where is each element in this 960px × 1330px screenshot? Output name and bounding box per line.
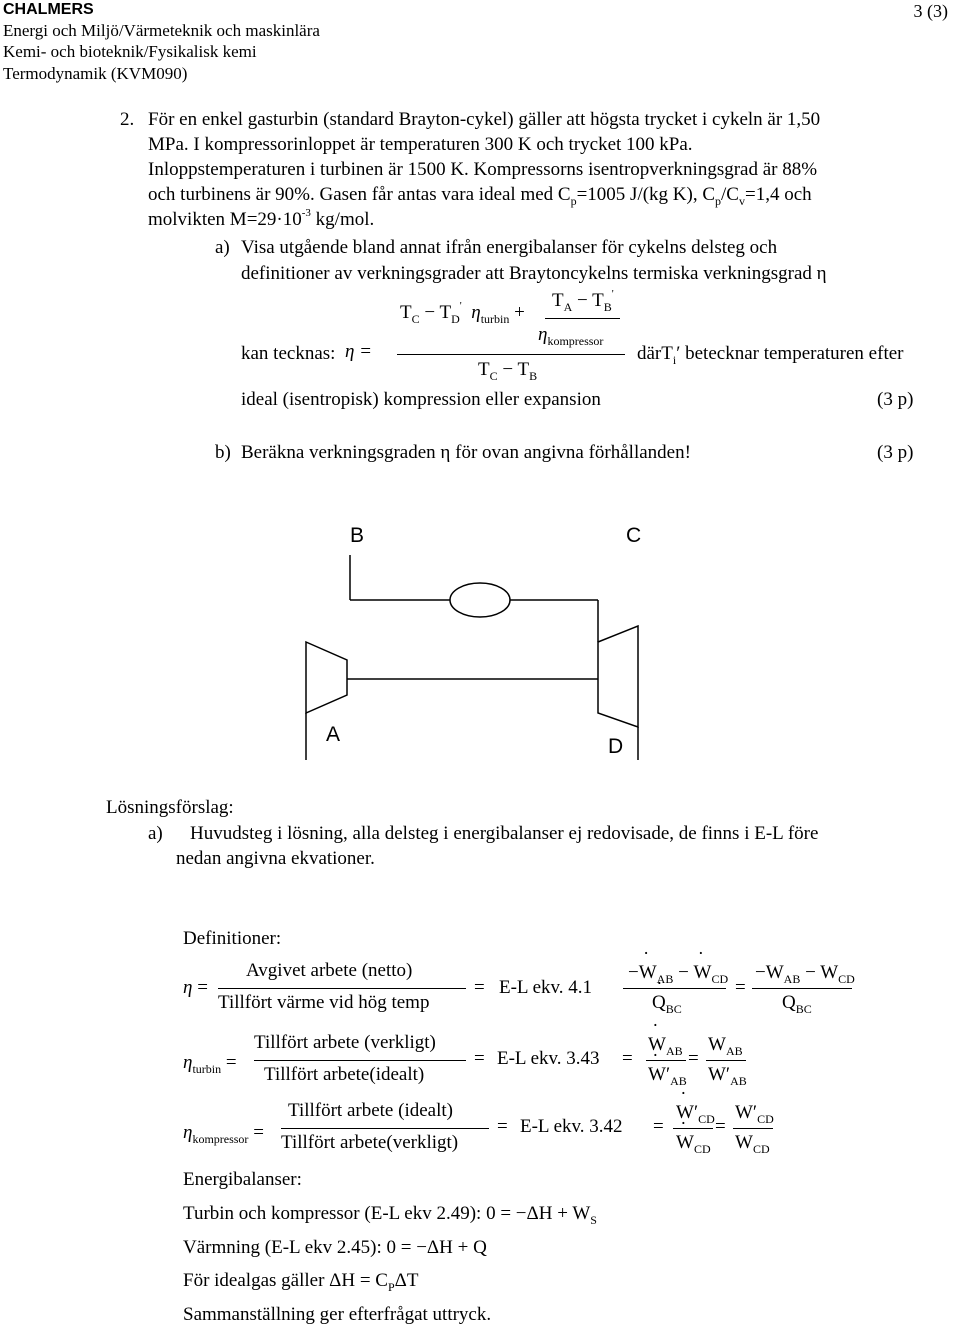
- sub-department: Kemi- och bioteknik/Fysikalisk kemi: [3, 42, 257, 61]
- komp-eq-3: =: [715, 1116, 726, 1137]
- formula-num-left: $T_C - T_D'$ $\eta_{turbin}$ +: [400, 300, 525, 326]
- part-a-label: a): [215, 237, 230, 258]
- label-d: D: [608, 735, 624, 758]
- eta-symbol: η =: [183, 977, 208, 998]
- part-a-points: (3 p): [877, 389, 914, 410]
- part-a-line-2: definitioner av verkningsgrader att Braytoncykelns termiska verkningsgrad η: [241, 263, 827, 284]
- turbin-den: Tillfört arbete(idealt): [264, 1064, 425, 1085]
- komp-den: Tillfört arbete(verkligt): [281, 1132, 459, 1153]
- komp-w2-den: $W_{CD}$: [735, 1132, 770, 1156]
- komp-eq: =: [497, 1116, 508, 1137]
- komp-eq-2: =: [653, 1116, 664, 1137]
- formula-small-num: $T_A - T_B'$: [552, 288, 614, 314]
- eta-eq-2: =: [735, 977, 746, 998]
- eta-w-den: $Q_{BC}$: [782, 992, 812, 1016]
- solution-title: Lösningsförslag:: [106, 797, 234, 818]
- label-a: A: [326, 723, 341, 746]
- problem-line-4: och turbinens är 90%. Gasen får antas vara ideal med $C_p=1005$ J/(kg K), $C_p/C_v=1,4$ och: [148, 184, 812, 208]
- komp-w-num: ˙ $W'_{CD}$: [676, 1102, 715, 1124]
- turbin-w2-den: $W'_{AB}$: [708, 1064, 747, 1088]
- turbin-num: Tillfört arbete (verkligt): [254, 1032, 436, 1053]
- komp-w2-num: $W'_{CD}$: [735, 1102, 774, 1126]
- turbin-eq-2: =: [622, 1048, 633, 1069]
- formula-small-den: $\eta_{kompressor}$: [538, 324, 604, 348]
- varm-balance: Värmning (E-L ekv 2.45): 0 = −ΔH + Q: [183, 1237, 487, 1258]
- energy-heading: Energibalanser:: [183, 1169, 302, 1190]
- definitions-heading: Definitioner:: [183, 928, 282, 949]
- dar-text: därT$_i$′ betecknar temperaturen efter: [637, 343, 904, 367]
- formula-eta: η =: [345, 341, 372, 362]
- problem-line-5: molvikten $M=29\cdot 10^{-3}$ kg/mol.: [148, 207, 375, 230]
- komp-num: Tillfört arbete (idealt): [288, 1100, 453, 1121]
- part-b-points: (3 p): [877, 442, 914, 463]
- eta-work-num: −˙ $W_{AB}$ − ˙ $W_{CD}$: [628, 962, 728, 984]
- turbin-w-num: ˙ $W_{AB}$: [648, 1034, 683, 1056]
- komp-ref: E-L ekv. 3.42: [520, 1116, 623, 1137]
- problem-line-2: MPa. I kompressorinloppet är temperaturen 300 K och trycket 100 kPa.: [148, 134, 693, 155]
- eta-kompressor-symbol: $\eta_{kompressor}$ =: [183, 1122, 264, 1146]
- solution-a-line-1: Huvudsteg i lösning, alla delsteg i energibalanser ej redovisade, de finns i E-L före: [190, 823, 819, 844]
- solution-a-line-2: nedan angivna ekvationer.: [176, 848, 375, 869]
- formula-den: $T_C - T_B$: [478, 359, 538, 383]
- solution-a-label: a): [148, 823, 163, 844]
- problem-line-3: Inloppstemperaturen i turbinen är 1500 K. Kompressorns isentropverkningsgrad är 88%: [148, 159, 818, 180]
- komp-w-den: ˙ $W_{CD}$: [676, 1132, 711, 1154]
- label-c: C: [626, 524, 642, 547]
- course-name: Termodynamik (KVM090): [3, 64, 188, 83]
- problem-line-1: För en enkel gasturbin (standard Brayton-cykel) gäller att högsta trycket i cykeln är 1,50: [148, 109, 821, 130]
- brayton-diagram: [290, 515, 690, 765]
- page-number: 3 (3): [913, 1, 948, 21]
- part-a-line-1: Visa utgående bland annat ifrån energibalanser för cykelns delsteg och: [241, 237, 778, 258]
- turbin-w2-num: $W_{AB}$: [708, 1034, 743, 1058]
- part-b-label: b): [215, 442, 231, 463]
- eta-num: Avgivet arbete (netto): [246, 960, 413, 981]
- eta-ref: E-L ekv. 4.1: [499, 977, 593, 998]
- department: Energi och Miljö/Värmeteknik och maskinlära: [3, 21, 320, 40]
- eta-w-num: $-W_{AB} - W_{CD}$: [755, 962, 855, 986]
- turbin-balance: Turbin och kompressor (E-L ekv 2.49): $0 = -\Delta H + W_S$: [183, 1203, 597, 1227]
- ideal-gas-line: För idealgas gäller $\Delta H = C_P\Delta T$: [183, 1270, 419, 1294]
- part-b-text: Beräkna verkningsgraden η för ovan angivna förhållanden!: [241, 442, 691, 463]
- turbin-eq: =: [474, 1048, 485, 1069]
- problem-number: 2.: [120, 109, 135, 130]
- org-name: CHALMERS: [3, 1, 94, 18]
- turbin-w-den: ˙ $W'_{AB}$: [648, 1064, 687, 1086]
- eta-turbin-symbol: $\eta_{turbin}$ =: [183, 1052, 237, 1076]
- eta-work-den: ˙ $Q_{BC}$: [652, 992, 682, 1014]
- kan-tecknas: kan tecknas:: [241, 343, 336, 364]
- eta-den: Tillfört värme vid hög temp: [218, 992, 430, 1013]
- eta-eq: =: [474, 977, 485, 998]
- ideal-line: ideal (isentropisk) kompression eller expansion: [241, 389, 601, 410]
- summary-line: Sammanställning ger efterfrågat uttryck.: [183, 1304, 492, 1325]
- turbin-ref: E-L ekv. 3.43: [497, 1048, 600, 1069]
- label-b: B: [350, 524, 365, 547]
- turbin-eq-3: =: [688, 1048, 699, 1069]
